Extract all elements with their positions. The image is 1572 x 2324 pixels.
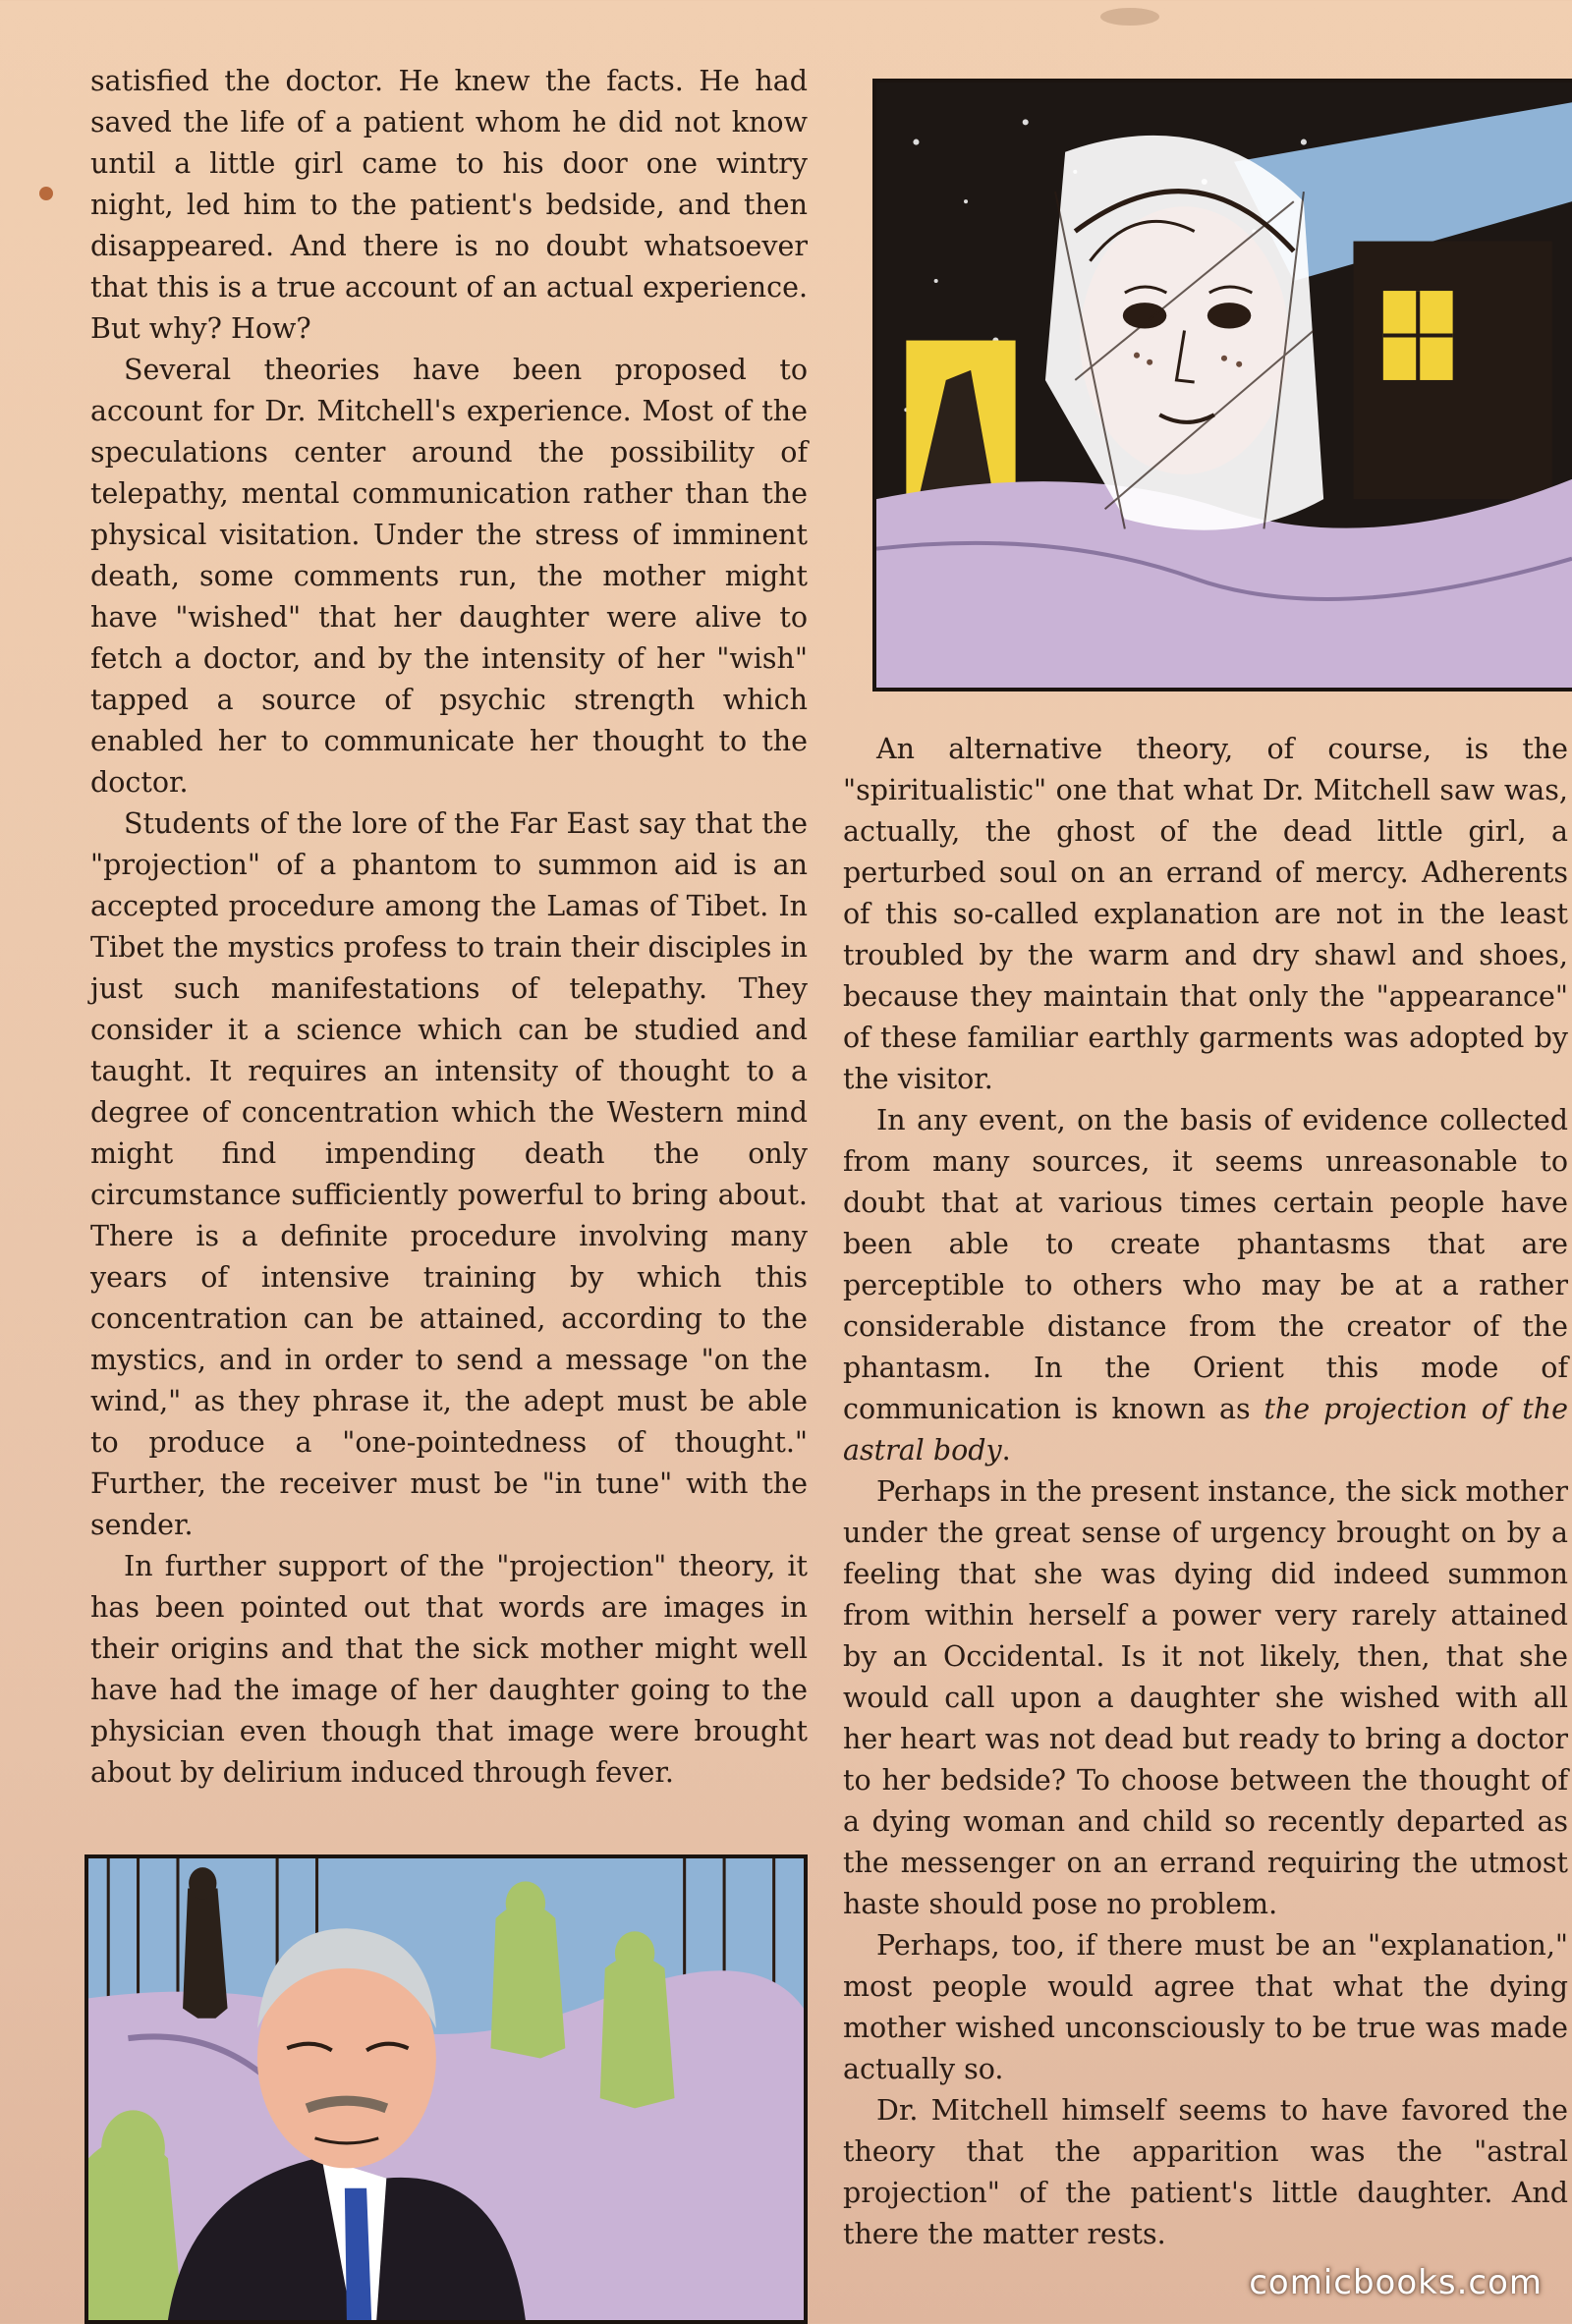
doctor-drawing bbox=[88, 1858, 804, 2320]
right-text-column bbox=[843, 729, 1568, 2255]
ghost-girl-illustration bbox=[872, 79, 1572, 692]
paragraph: An alternative theory, of course, is the "spiritualistic" one that what Dr. Mitchell saw was, actually, the ghost of the dead little girl, a perturbed soul on an errand of mercy. Adherents of this so-called explanation are not in the least troubled by the warm and dry shawl and shoes, because they maintain that only the "appearance" of these familiar earthly garments was adopted by the visitor. bbox=[843, 733, 1568, 1095]
paper-stain bbox=[39, 187, 53, 200]
paragraph-text: In any event, on the basis of evidence collected from many sources, it seems unreasonable to doubt that at various times certain people have been able to create phantasms that are perceptible to others who may be at a rather considerable distance from the creator of the phantasm. In the Orient this mode of communication is known as bbox=[843, 1104, 1568, 1425]
paper-stain bbox=[1100, 8, 1159, 26]
paragraph bbox=[843, 1100, 1568, 1471]
paragraph: Perhaps, too, if there must be an "explanation," most people would agree that what the dying mother wished unconsciously to be true was made actually so. bbox=[843, 1929, 1568, 2085]
paragraph: In further support of the "projection" theory, it has been pointed out that words are images in their origins and that the sick mother might well have had the image of her daughter going to the physician even though that image were brought about by delirium induced through fever. bbox=[90, 1550, 808, 1789]
ghost-girl-drawing bbox=[876, 83, 1572, 688]
doctor-and-phantoms-illustration bbox=[84, 1854, 808, 2324]
paragraph: Several theories have been proposed to account for Dr. Mitchell's experience. Most of the speculations center around the possibility of telepathy, mental communication rather than the physical visitation. Under the stress of imminent death, some comments run, the mother might have "wished" that her daughter were alive to fetch a doctor, and by the intensity of her "wish" tapped a source of psychic strength which enabled her to communicate her thought to the doctor. bbox=[90, 354, 808, 799]
paragraph: Dr. Mitchell himself seems to have favored the theory that the apparition was the "astral projection" of the patient's little daughter. And there the matter rests. bbox=[843, 2094, 1568, 2250]
paragraph: satisfied the doctor. He knew the facts. He had saved the life of a patient whom he did not know until a little girl came to his door one wintry night, led him to the patient's bedside, and then disappeared. And there is no doubt whatsoever that this is a true account of an actual experience. But why? How? bbox=[90, 65, 808, 345]
paragraph: Perhaps in the present instance, the sick mother under the great sense of urgency brought on by a feeling that she was dying did indeed summon from within herself a power very rarely attained by an Occidental. Is it not likely, then, that she would call upon a daughter she wished with all her heart was not dead but ready to bring a doctor to her bedside? To choose between the thought of a dying woman and child so recently departed as the messenger on an errand requiring the utmost haste should pose no problem. bbox=[843, 1475, 1568, 1920]
watermark: comicbooks.com bbox=[1249, 2263, 1543, 2302]
astral-body-phrase: the projection of the astral body bbox=[843, 1393, 1568, 1466]
paragraph: Students of the lore of the Far East say that the "projection" of a phantom to summon aid is an accepted procedure among the Lamas of Tibet. In Tibet the mystics profess to train their disciples in just such manifestations of telepathy. They consider it a science which can be studied and taught. It requires an intensity of thought to a degree of concentration which the Western mind might find impending death the only circumstance sufficiently powerful to bring about. There is a definite procedure involving many years of intensive training by which this concentration can be attained, according to the mystics, and in order to send a message "on the wind," as they phrase it, the adept must be able to produce a "one-pointedness of thought." Further, the receiver must be "in tune" with the sender. bbox=[90, 807, 808, 1541]
left-text-column bbox=[90, 61, 808, 1794]
period: . bbox=[1001, 1434, 1011, 1466]
